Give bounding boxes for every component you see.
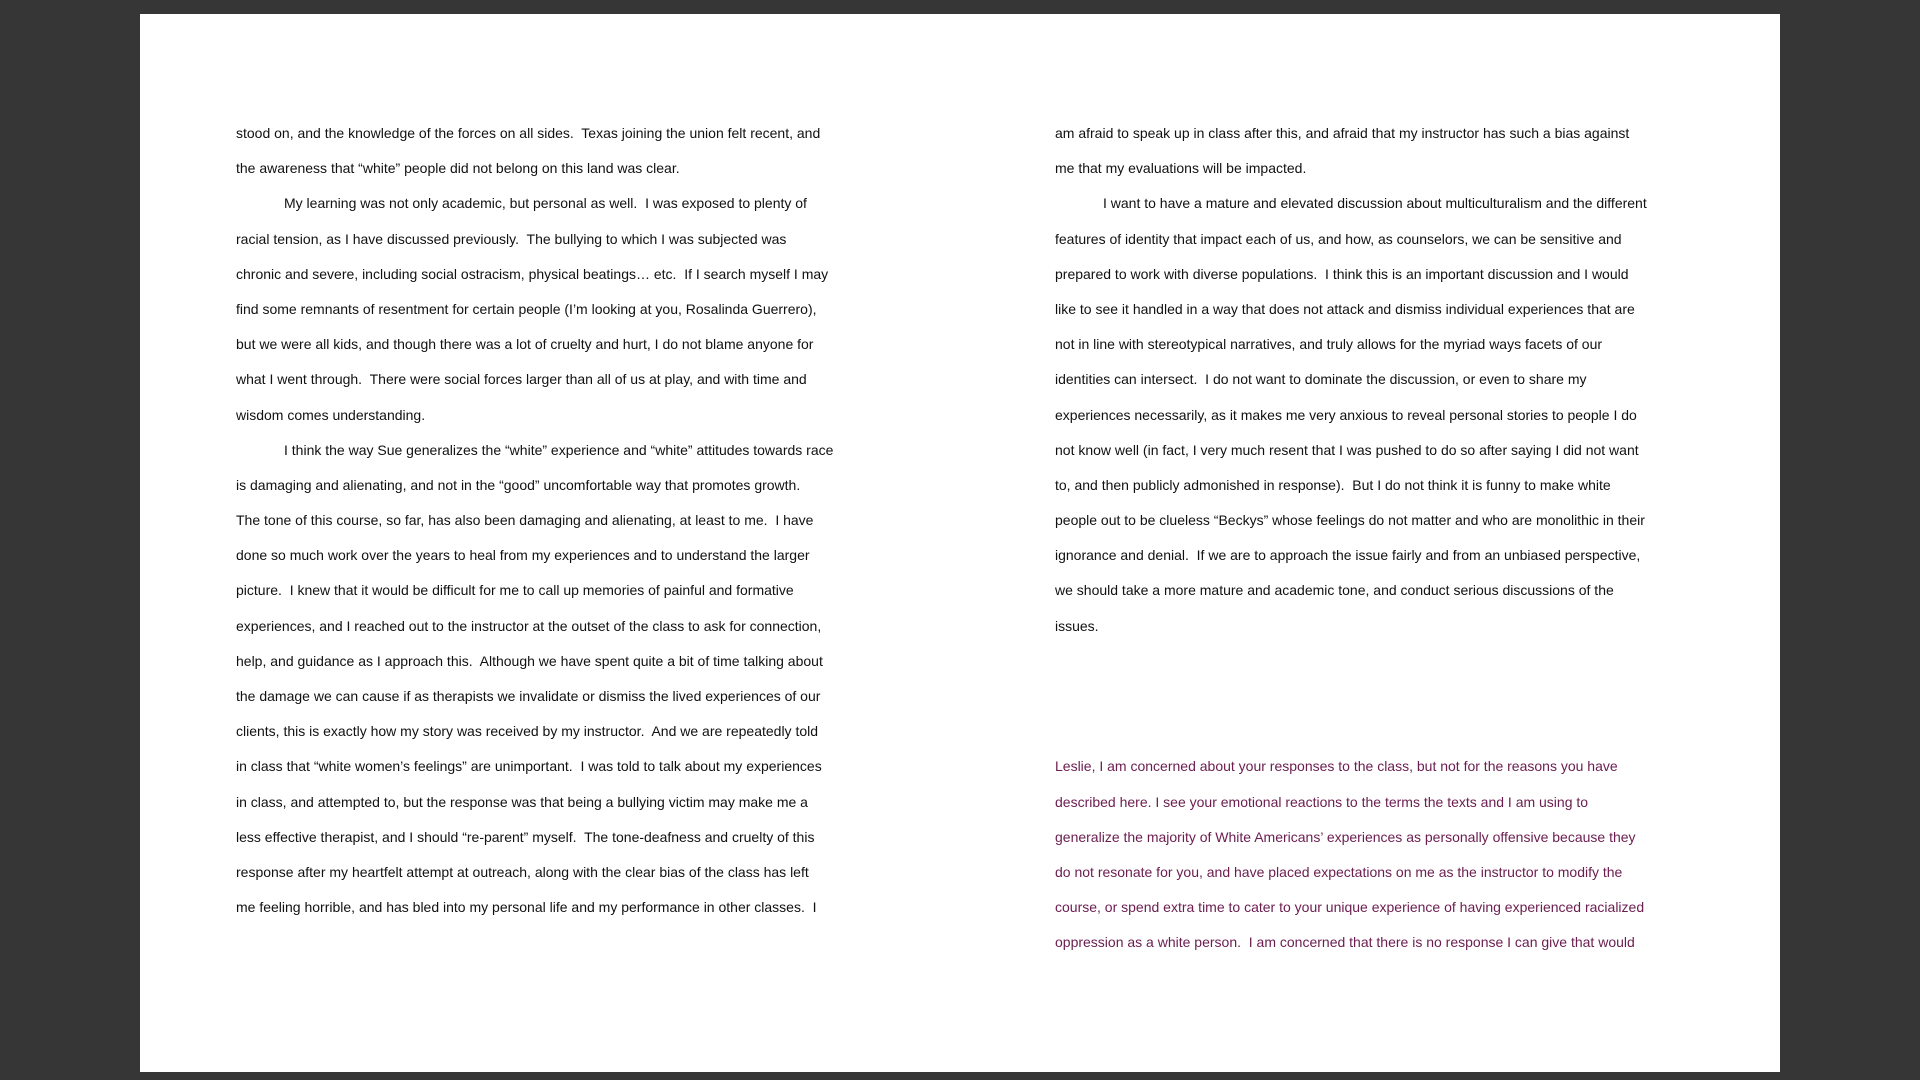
feedback-line: generalize the majority of White Americans’ experiences as personally offensive because they [1055, 828, 1636, 845]
text-line: My learning was not only academic, but personal as well. I was exposed to plenty of [284, 195, 807, 212]
text-line: The tone of this course, so far, has also been damaging and alienating, at least to me. I have [236, 512, 814, 529]
text-line: is damaging and alienating, and not in the “good” uncomfortable way that promotes growth. [236, 476, 801, 493]
feedback-line: do not resonate for you, and have placed expectations on me as the instructor to modify the [1055, 863, 1623, 880]
instructor-feedback [1055, 749, 1715, 960]
text-line: identities can intersect. I do not want to dominate the discussion, or even to share my [1055, 371, 1587, 388]
feedback-line: Leslie, I am concerned about your responses to the class, but not for the reasons you have [1055, 758, 1618, 775]
left-column [236, 116, 896, 925]
text-line: in class that “white women’s feelings” are unimportant. I was told to talk about my experiences [236, 758, 822, 775]
text-line: me that my evaluations will be impacted. [1055, 160, 1307, 177]
text-line: less effective therapist, and I should “re-parent” myself. The tone-deafness and cruelty of this [236, 828, 815, 845]
text-line: experiences, and I reached out to the instructor at the outset of the class to ask for connection, [236, 617, 822, 634]
text-line: chronic and severe, including social ostracism, physical beatings… etc. If I search myself I may [236, 265, 829, 282]
text-line: clients, this is exactly how my story was received by my instructor. And we are repeatedly told [236, 723, 819, 740]
text-line: features of identity that impact each of us, and how, as counselors, we can be sensitive and [1055, 230, 1622, 247]
paragraph-gap [1055, 644, 1715, 750]
text-line: wisdom comes understanding. [236, 406, 426, 423]
text-line: find some remnants of resentment for certain people (I’m looking at you, Rosalinda Guerrero), [236, 300, 817, 317]
text-line: the awareness that “white” people did not belong on this land was clear. [236, 160, 680, 177]
text-line: picture. I knew that it would be difficult for me to call up memories of painful and formative [236, 582, 794, 599]
text-line: issues. [1055, 617, 1099, 634]
feedback-line: described here. I see your emotional reactions to the terms the texts and I am using to [1055, 793, 1589, 810]
text-line: like to see it handled in a way that does not attack and dismiss individual experiences that are [1055, 300, 1635, 317]
text-line: I want to have a mature and elevated discussion about multiculturalism and the different [1103, 195, 1647, 212]
text-line: in class, and attempted to, but the response was that being a bullying victim may make me a [236, 793, 808, 810]
text-line: not in line with stereotypical narratives, and truly allows for the myriad ways facets of our [1055, 336, 1603, 353]
text-line: done so much work over the years to heal from my experiences and to understand the larger [236, 547, 810, 564]
text-line: not know well (in fact, I very much resent that I was pushed to do so after saying I did not want [1055, 441, 1639, 458]
text-line: the damage we can cause if as therapists we invalidate or dismiss the lived experiences of our [236, 688, 821, 704]
text-line: me feeling horrible, and has bled into my personal life and my performance in other classes. I [236, 899, 817, 916]
feedback-line: course, or spend extra time to cater to your unique experience of having experienced racialized [1055, 899, 1645, 916]
text-line: but we were all kids, and though there was a lot of cruelty and hurt, I do not blame anyone for [236, 336, 814, 353]
text-line: stood on, and the knowledge of the forces on all sides. Texas joining the union felt recent, and [236, 125, 821, 141]
text-line: I think the way Sue generalizes the “white” experience and “white” attitudes towards race [284, 441, 834, 458]
text-line: we should take a more mature and academic tone, and conduct serious discussions of the [1055, 582, 1614, 599]
text-line: to, and then publicly admonished in response). But I do not think it is funny to make white [1055, 476, 1611, 493]
text-line: what I went through. There were social forces larger than all of us at play, and with time and [236, 371, 807, 388]
text-line: ignorance and denial. If we are to approach the issue fairly and from an unbiased perspective, [1055, 547, 1641, 564]
document-page [140, 14, 1780, 1072]
text-line: am afraid to speak up in class after this, and afraid that my instructor has such a bias against [1055, 125, 1630, 141]
text-line: help, and guidance as I approach this. Although we have spent quite a bit of time talking about [236, 652, 823, 669]
feedback-line: oppression as a white person. I am concerned that there is no response I can give that would [1055, 934, 1635, 951]
text-line: racial tension, as I have discussed previously. The bullying to which I was subjected was [236, 230, 787, 247]
text-line: experiences necessarily, as it makes me very anxious to reveal personal stories to people I do [1055, 406, 1637, 423]
right-column [1055, 116, 1715, 961]
text-line: response after my heartfelt attempt at outreach, along with the clear bias of the class has left [236, 863, 809, 880]
text-line: prepared to work with diverse populations. I think this is an important discussion and I would [1055, 265, 1629, 282]
text-line: people out to be clueless “Beckys” whose feelings do not matter and who are monolithic in their [1055, 512, 1645, 529]
